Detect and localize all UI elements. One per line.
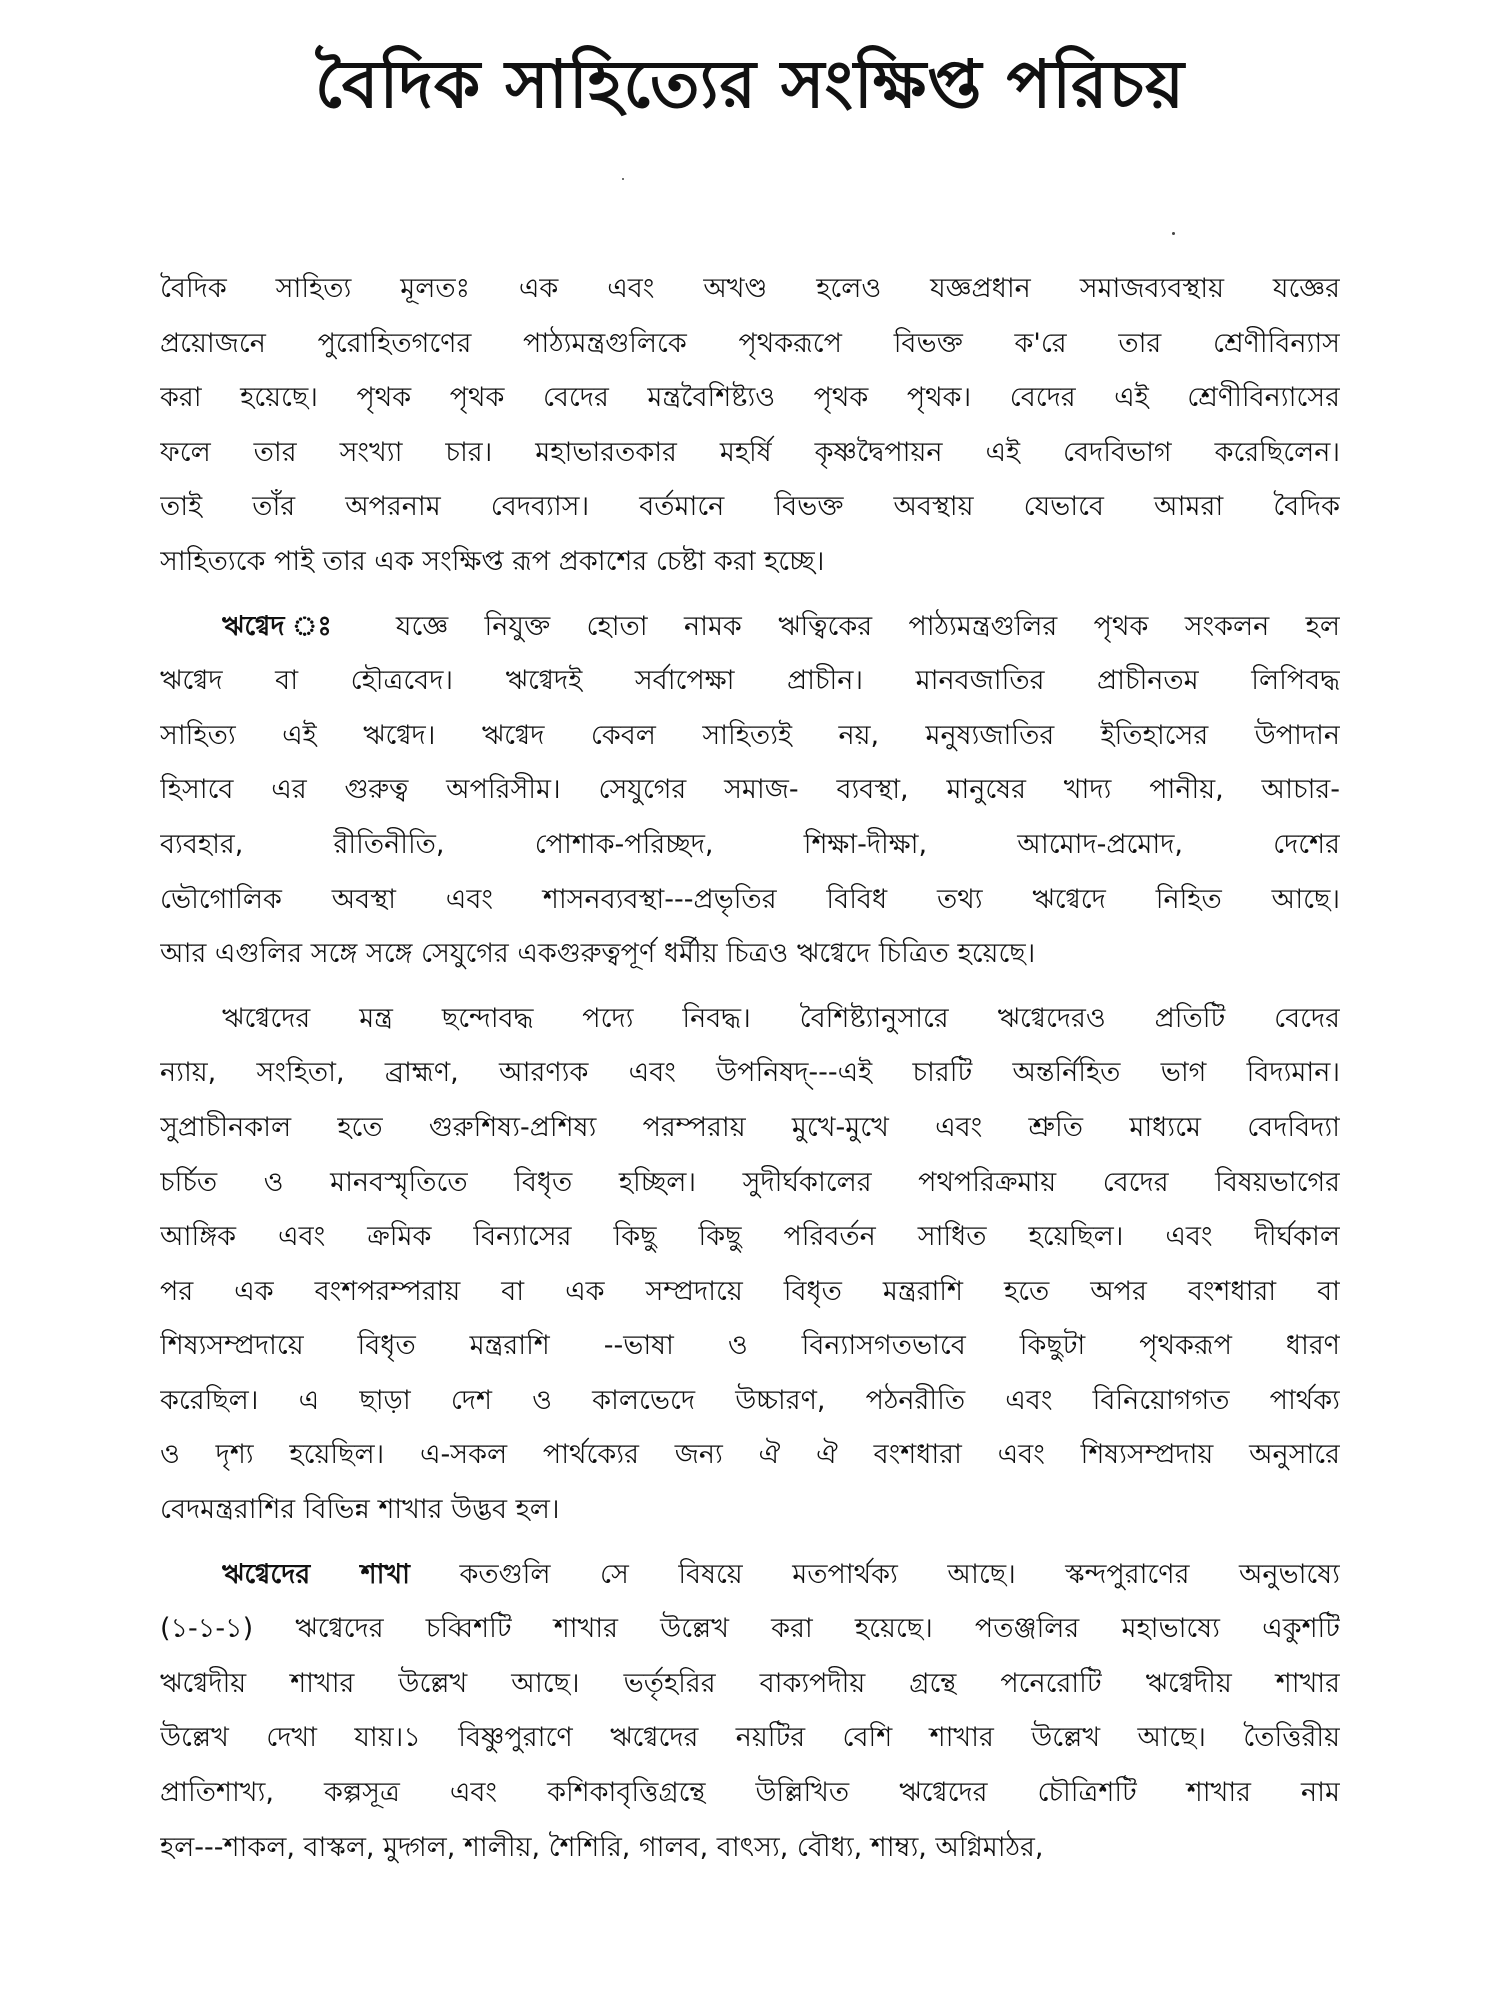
text-line xyxy=(160,317,1340,372)
scan-speck xyxy=(622,178,624,180)
line-text: ও দৃশ্য হয়েছিল। এ-সকল পার্থক্যের জন্য ঐ ঐ বংশধারা এবং শিষ্যসম্প্রদায় অনুসারে xyxy=(160,1439,1340,1471)
line-text: আঙ্গিক এবং ক্রমিক বিন্যাসের কিছু কিছু পরিবর্তন সাধিত হয়েছিল। এবং দীর্ঘকাল xyxy=(160,1221,1340,1253)
text-line xyxy=(160,1548,1340,1603)
line-text: ফলে তার সংখ্যা চার। মহাভারতকার মহর্ষি কৃষ্ণদ্বৈপায়ন এই বেদবিভাগ করেছিলেন। xyxy=(160,436,1340,468)
line-text: ভৌগোলিক অবস্থা এবং শাসনব্যবস্থা---প্রভৃতির বিবিধ তথ্য ঋগ্বেদে নিহিত আছে। xyxy=(160,883,1340,915)
text-line xyxy=(160,426,1340,481)
line-text: করেছিল। এ ছাড়া দেশ ও কালভেদে উচ্চারণ, পঠনরীতি এবং বিনিয়োগগত পার্থক্য xyxy=(160,1384,1340,1416)
scan-speck xyxy=(1172,232,1175,235)
line-text: প্রয়োজনে পুরোহিতগণের পাঠ্যমন্ত্রগুলিকে পৃথকরূপে বিভক্ত ক'রে তার শ্রেণীবিন্যাস xyxy=(160,327,1340,359)
line-text: ঋগ্বেদ বা হৌত্রবেদ। ঋগ্বেদই সর্বাপেক্ষা প্রাচীন। মানবজাতির প্রাচীনতম লিপিবদ্ধ xyxy=(160,665,1340,697)
text-line xyxy=(160,1265,1340,1320)
paragraph xyxy=(160,1548,1340,1876)
section-lead: ঋগ্বেদ ঃ xyxy=(222,610,360,642)
line-text: শিষ্যসম্প্রদায়ে বিধৃত মন্ত্ররাশি --ভাষা ও বিন্যাসগতভাবে কিছুটা পৃথকরূপ ধারণ xyxy=(160,1330,1340,1362)
text-line xyxy=(160,1101,1340,1156)
text-line xyxy=(160,1483,1340,1538)
line-text: প্রাতিশাখ্য, কল্পসূত্র এবং কশিকাবৃত্তিগ্রন্থে উল্লিখিত ঋগ্বেদের চৌত্রিশটি শাখার নাম xyxy=(160,1777,1340,1809)
text-line xyxy=(160,1319,1340,1374)
text-line xyxy=(160,709,1340,764)
text-line xyxy=(160,1428,1340,1483)
line-text: বৈদিক সাহিত্য মূলতঃ এক এবং অখণ্ড হলেও যজ্ঞপ্রধান সমাজব্যবস্থায় যজ্ঞের xyxy=(160,273,1340,304)
text-line xyxy=(160,654,1340,709)
text-line xyxy=(160,1821,1340,1876)
line-text: সাহিত্য এই ঋগ্বেদ। ঋগ্বেদ কেবল সাহিত্যই নয়, মনুষ্যজাতির ইতিহাসের উপাদান xyxy=(160,719,1340,751)
paragraph xyxy=(160,262,1340,590)
text-line xyxy=(160,1602,1340,1657)
text-line xyxy=(160,535,1340,590)
line-text: বেদমন্ত্ররাশির বিভিন্ন শাখার উদ্ভব হল। xyxy=(160,1494,560,1526)
text-line xyxy=(160,1711,1340,1766)
line-text: সুপ্রাচীনকাল হতে গুরুশিষ্য-প্রশিষ্য পরম্পরায় মুখে-মুখে এবং শ্রুতি মাধ্যমে বেদবিদ্যা xyxy=(160,1111,1340,1143)
line-text: ঋগ্বেদের মন্ত্র ছন্দোবদ্ধ পদ্যে নিবদ্ধ। বৈশিষ্ট্যানুসারে ঋগ্বেদেরও প্রতিটি বেদের xyxy=(222,1002,1340,1034)
line-text: ব্যবহার, রীতিনীতি, পোশাক-পরিচ্ছদ, শিক্ষা-দীক্ষা, আমোদ-প্রমোদ, দেশের xyxy=(160,828,1340,860)
paragraph xyxy=(160,992,1340,1538)
text-line xyxy=(160,873,1340,928)
text-line xyxy=(160,818,1340,873)
text-line xyxy=(160,1657,1340,1712)
document-body xyxy=(160,262,1340,1885)
text-line xyxy=(160,927,1340,982)
paragraph xyxy=(160,600,1340,982)
section-lead: ঋগ্বেদের শাখা xyxy=(222,1558,410,1590)
line-text: (১-১-১) ঋগ্বেদের চব্বিশটি শাখার উল্লেখ করা হয়েছে। পতঞ্জলির মহাভাষ্যে একুশটি xyxy=(160,1613,1340,1645)
line-text: ঋগ্বেদীয় শাখার উল্লেখ আছে। ভর্তৃহরির বাক্যপদীয় গ্রন্থে পনেরোটি ঋগ্বেদীয় শাখার xyxy=(160,1667,1340,1699)
line-text: উল্লেখ দেখা যায়।১ বিষ্ণুপুরাণে ঋগ্বেদের নয়টির বেশি শাখার উল্লেখ আছে। তৈত্তিরীয় xyxy=(160,1722,1340,1754)
text-line xyxy=(160,1156,1340,1211)
text-line xyxy=(160,371,1340,426)
text-line xyxy=(160,763,1340,818)
line-text: হিসাবে এর গুরুত্ব অপরিসীম। সেযুগের সমাজ- ব্যবস্থা, মানুষের খাদ্য পানীয়, আচার- xyxy=(160,774,1340,806)
line-text: তাই তাঁর অপরনাম বেদব্যাস। বর্তমানে বিভক্ত অবস্থায় যেভাবে আমরা বৈদিক xyxy=(160,491,1340,523)
line-text: সাহিত্যকে পাই তার এক সংক্ষিপ্ত রূপ প্রকাশের চেষ্টা করা হচ্ছে। xyxy=(160,545,825,577)
line-text: হল---শাকল, বাস্কল, মুদ্গল, শালীয়, শৈশিরি, গালব, বাৎস্য, বৌধ্য, শাম্ব্য, অগ্নিমাঠর, xyxy=(160,1831,1044,1863)
line-text: করা হয়েছে। পৃথক পৃথক বেদের মন্ত্রবৈশিষ্ট্যও পৃথক পৃথক। বেদের এই শ্রেণীবিন্যাসের xyxy=(160,382,1340,414)
line-text: চর্চিত ও মানবস্মৃতিতে বিধৃত হচ্ছিল। সুদীর্ঘকালের পথপরিক্রমায় বেদের বিষয়ভাগের xyxy=(160,1166,1340,1198)
page-title: বৈদিক সাহিত্যের সংক্ষিপ্ত পরিচয় xyxy=(315,46,1185,123)
text-line xyxy=(160,1046,1340,1101)
text-line xyxy=(160,1210,1340,1265)
line-text: কতগুলি সে বিষয়ে মতপার্থক্য আছে। স্কন্দপুরাণের অনুভাষ্যে xyxy=(459,1558,1340,1590)
text-line xyxy=(160,1766,1340,1821)
text-line xyxy=(160,262,1340,317)
line-text: আর এগুলির সঙ্গে সঙ্গে সেযুগের একগুরুত্বপূর্ণ ধর্মীয় চিত্রও ঋগ্বেদে চিত্রিত হয়েছে। xyxy=(160,938,1036,970)
line-text: ন্যায়, সংহিতা, ব্রাহ্মণ, আরণ্যক এবং উপনিষদ্---এই চারটি অন্তর্নিহিত ভাগ বিদ্যমান। xyxy=(160,1057,1340,1089)
text-line xyxy=(160,480,1340,535)
line-text: যজ্ঞে নিযুক্ত হোতা নামক ঋত্বিকের পাঠ্যমন্ত্রগুলির পৃথক সংকলন হল xyxy=(395,610,1340,642)
text-line xyxy=(160,1374,1340,1429)
line-text: পর এক বংশপরম্পরায় বা এক সম্প্রদায়ে বিধৃত মন্ত্ররাশি হতে অপর বংশধারা বা xyxy=(160,1275,1340,1307)
text-line xyxy=(160,992,1340,1047)
text-line xyxy=(160,600,1340,655)
